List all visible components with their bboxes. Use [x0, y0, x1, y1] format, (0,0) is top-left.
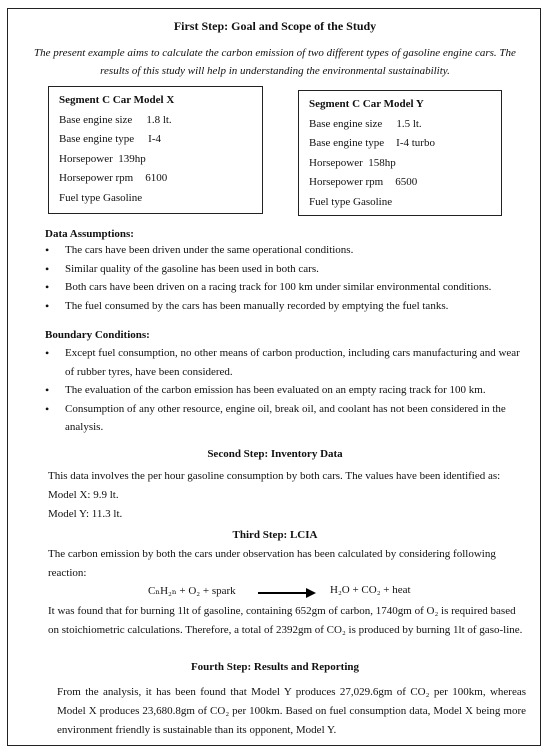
document-page: [7, 8, 541, 746]
model-y-header: Segment C Car Model Y: [309, 98, 424, 110]
data-assumptions-header: Data Assumptions:: [45, 228, 134, 240]
list-item: • Both cars have been driven on a racing track for 100 km under similar environmental conditions.: [45, 278, 525, 297]
step2-text: This data involves the per hour gasoline consumption by both cars. The values have been identified as:: [48, 470, 501, 482]
step2-model-y: Model Y: 11.3 lt.: [48, 508, 123, 520]
model-y-hp-row: Horsepower 158hp: [309, 156, 396, 169]
reaction-equation: [8, 584, 542, 604]
list-item: • Similar quality of the gasoline has been used in both cars.: [45, 260, 525, 279]
step3-text2: It was found that for burning 1lt of gasoline, containing 652gm of carbon, 1740gm of O₂ is required based on stoichiometric calculations. Therefore, a total of 2392gm of CO₂ is produced by burning 1lt of gaso-line.: [48, 605, 523, 636]
model-x-header: Segment C Car Model X: [59, 94, 175, 106]
model-y-fuel-row: Fuel type Gasoline: [309, 195, 393, 208]
list-item: • The fuel consumed by the cars has been manually recorded by emptying the fuel tanks.: [45, 297, 525, 316]
step2-paragraph: [48, 467, 528, 524]
model-y-rpm-row: Horsepower rpm 6500: [309, 176, 418, 188]
step4-paragraph: From the analysis, it has been found that Model Y produces 27,029.6gm of CO₂ per 100km, whereas Model X produces 23,680.8gm of CO₂ per 100km. Based on fuel consumption data, Model X being more environment friendly is sustainable than its opponent, Model Y.: [57, 686, 526, 736]
model-y-spec-box: [298, 90, 502, 216]
model-x-type-row: Base engine type I-4: [59, 133, 161, 145]
section-title: First Step: Goal and Scope of the Study: [173, 19, 377, 33]
model-y-type-row: Base engine type I-4 turbo: [309, 137, 435, 149]
list-item: • Consumption of any other resource, engine oil, break oil, and coolant has not been considered in the analysis.: [45, 400, 525, 437]
model-x-rpm-row: Horsepower rpm 6100: [59, 172, 168, 184]
model-x-fuel-row: Fuel type Gasoline: [59, 191, 143, 204]
intro-paragraph: The present example aims to calculate the carbon emission of two different types of gasoline engine cars. The results of this study will help in understanding the environmental sustainability.: [34, 47, 516, 77]
model-x-hp-row: Horsepower 139hp: [59, 152, 146, 165]
step4-header: Fourth Step: Results and Reporting: [190, 661, 360, 673]
boundary-conditions-list: [45, 344, 525, 437]
step3-header: Third Step: LCIA: [232, 529, 318, 541]
model-x-spec-box: [48, 86, 263, 214]
boundary-conditions-header: Boundary Conditions:: [45, 329, 150, 341]
step3-text: The carbon emission by both the cars under observation has been calculated by considering following reaction:: [48, 548, 496, 579]
list-item: • The cars have been driven under the same operational conditions.: [45, 241, 525, 260]
reaction-arrow-icon: [256, 586, 318, 600]
list-item: • The evaluation of the carbon emission has been evaluated on an empty racing track for 100 km.: [45, 381, 525, 400]
reaction-reactants: CₙH₂ₙ + O₂ + spark: [148, 585, 236, 597]
model-y-size-row: Base engine size 1.5 lt.: [309, 117, 422, 130]
step2-header: Second Step: Inventory Data: [207, 448, 343, 460]
step2-model-x: Model X: 9.9 lt.: [48, 489, 119, 501]
reaction-products: H₂O + CO₂ + heat: [330, 584, 411, 596]
list-item: • Except fuel consumption, no other means of carbon production, including cars manufacturing and wear of rubber tyres, have been considered.: [45, 344, 525, 381]
model-x-size-row: Base engine size 1.8 lt.: [59, 113, 172, 126]
data-assumptions-list: [45, 241, 525, 315]
